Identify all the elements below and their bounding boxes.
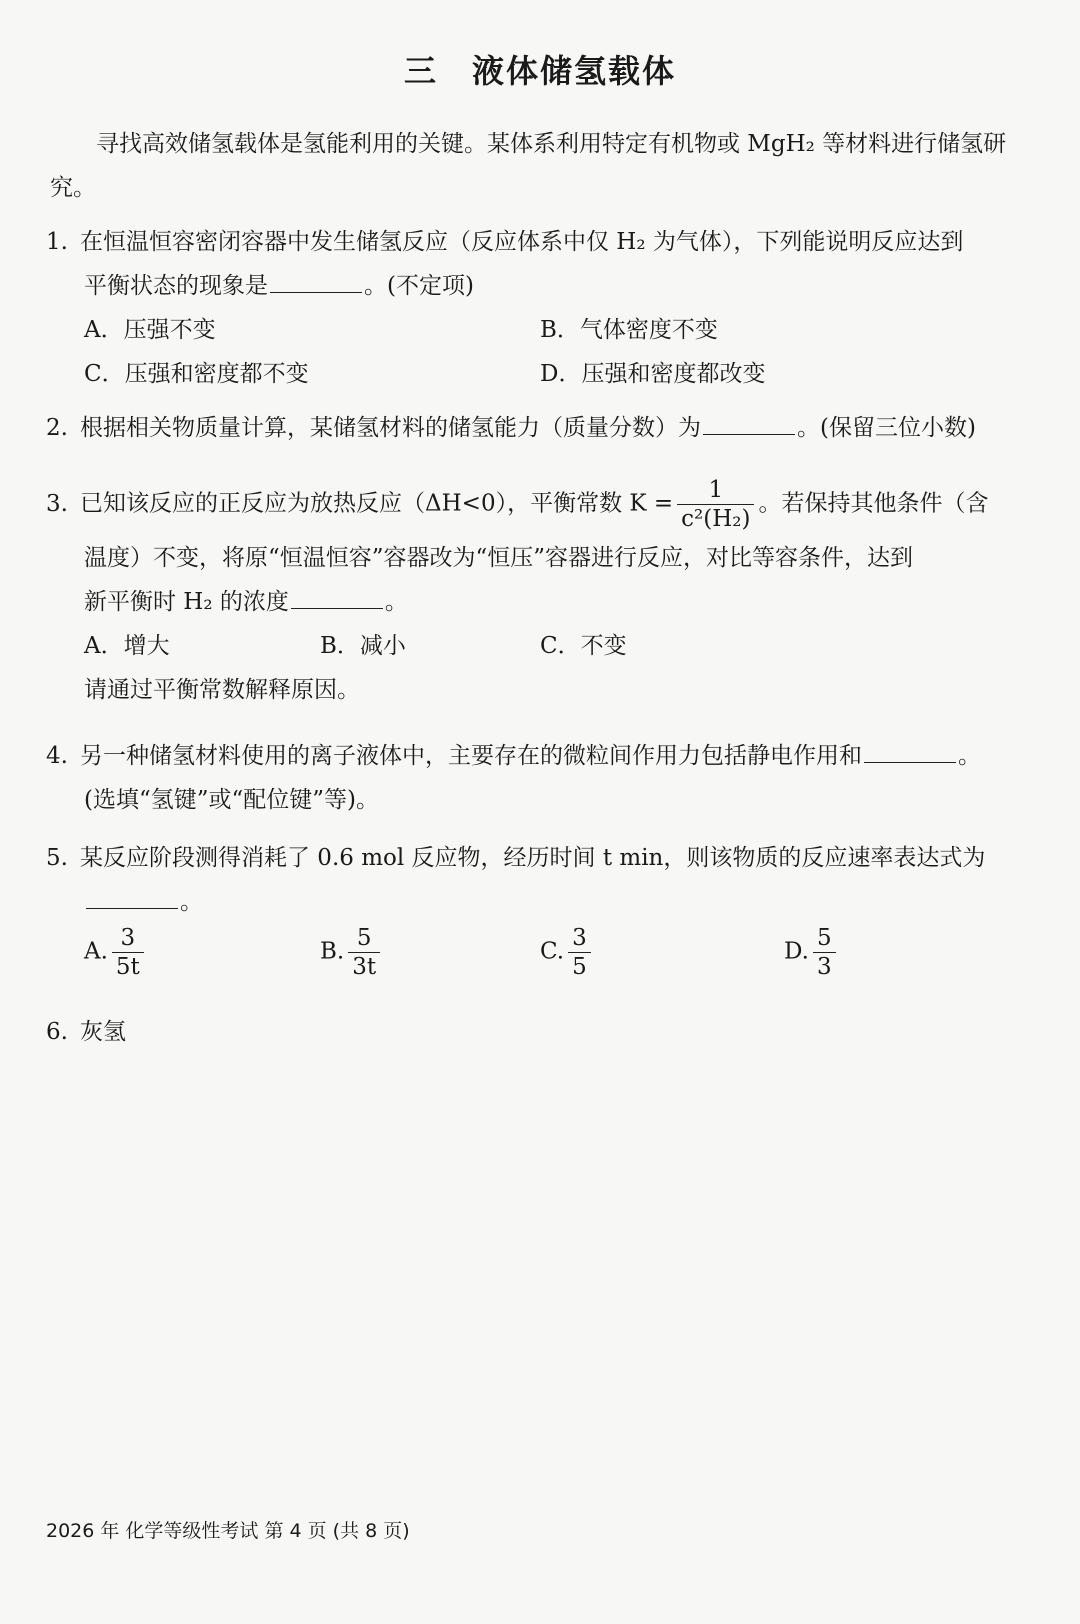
answer-blank[interactable] [270,268,362,293]
fraction-numerator: 5 [348,924,380,953]
option-label: B. [320,938,345,965]
question-number: 5. [46,845,68,871]
section-heading: 液体储氢载体 [472,52,677,90]
fraction-denominator: 5t [115,954,140,980]
question-number: 3. [46,490,68,517]
section-number: 三 [403,52,438,90]
options-row [46,624,1036,668]
option-c[interactable] [540,924,595,981]
options-row [46,924,1036,988]
question-text: 。(不定项) [364,273,474,299]
option-fraction [568,924,591,981]
answer-blank[interactable] [864,738,956,763]
option-label: C. [540,938,565,965]
question-6 [46,1010,1036,1054]
question-text: 平衡状态的现象是 [84,273,268,299]
fraction-numerator: 3 [568,924,591,953]
question-text: 温度）不变，将原“恒温恒容”容器改为“恒压”容器进行反应，对比等容条件，达到 [84,545,914,571]
option-b[interactable]: B．减小 [320,633,406,659]
question-text: 在恒温恒容密闭容器中发生储氢反应（反应体系中仅 H₂ 为气体），下列能说明反应达到 [80,229,964,255]
answer-blank[interactable] [703,410,795,435]
option-label: D. [784,938,809,965]
question-1 [46,220,1036,396]
answer-blank[interactable] [291,584,383,609]
option-fraction [348,924,380,981]
question-text: 另一种储氢材料使用的离子液体中，主要存在的微粒间作用力包括静电作用和 [80,743,862,769]
fraction-denominator: 3t [352,954,377,980]
option-label: A. [84,938,108,965]
option-d[interactable]: D．压强和密度都改变 [540,361,766,387]
option-d[interactable] [784,924,840,981]
option-fraction [813,924,836,981]
question-number: 2. [46,415,68,441]
question-text: 。 [958,743,981,769]
question-5 [46,836,1036,988]
option-b[interactable] [320,924,384,981]
question-text: 新平衡时 H₂ 的浓度 [84,589,289,615]
question-text: 。 [180,889,203,915]
question-4 [46,734,1036,822]
option-a[interactable]: A．压强不变 [84,317,216,343]
question-number: 4. [46,743,68,769]
option-fraction [112,924,144,981]
equilibrium-constant-fraction [677,476,754,533]
option-b[interactable]: B．气体密度不变 [540,317,718,343]
fraction-numerator: 5 [813,924,836,953]
option-c[interactable]: C．不变 [540,633,627,659]
options-row [46,352,1036,396]
option-c[interactable]: C．压强和密度都不变 [84,361,309,387]
question-number: 6. [46,1019,68,1045]
question-text: 某反应阶段测得消耗了 0.6 mol 反应物，经历时间 t min，则该物质的反应速率表达式为 [80,845,986,871]
answer-blank[interactable] [86,884,178,909]
page-footer: 2026 年 化学等级性考试 第 4 页 (共 8 页) [46,1520,410,1542]
question-text: 根据相关物质量计算，某储氢材料的储氢能力（质量分数）为 [80,415,701,441]
question-text: 灰氢 [80,1019,126,1045]
section-title [0,46,1080,92]
question-text: 已知该反应的正反应为放热反应（ΔH<0），平衡常数 K = [80,490,674,517]
question-text: (选填“氢键”或“配位键”等)。 [84,787,379,813]
option-a[interactable]: A．增大 [84,633,170,659]
option-a[interactable] [84,924,148,981]
fraction-numerator: 1 [677,476,754,505]
question-note: 请通过平衡常数解释原因。 [84,677,360,703]
options-row [46,308,1036,352]
question-text: 。若保持其他条件（含 [758,490,989,517]
question-3 [46,476,1036,712]
fraction-denominator: 5 [572,954,587,980]
fraction-numerator: 3 [112,924,144,953]
intro-paragraph: 寻找高效储氢载体是氢能利用的关键。某体系利用特定有机物或 MgH₂ 等材料进行储氢研究。 [50,131,1007,201]
fraction-denominator: c²(H₂) [681,506,751,532]
question-text: 。 [384,589,408,615]
question-text: 。(保留三位小数) [797,415,976,441]
question-number: 1. [46,229,68,255]
question-2 [46,406,1036,450]
fraction-denominator: 3 [816,954,832,980]
